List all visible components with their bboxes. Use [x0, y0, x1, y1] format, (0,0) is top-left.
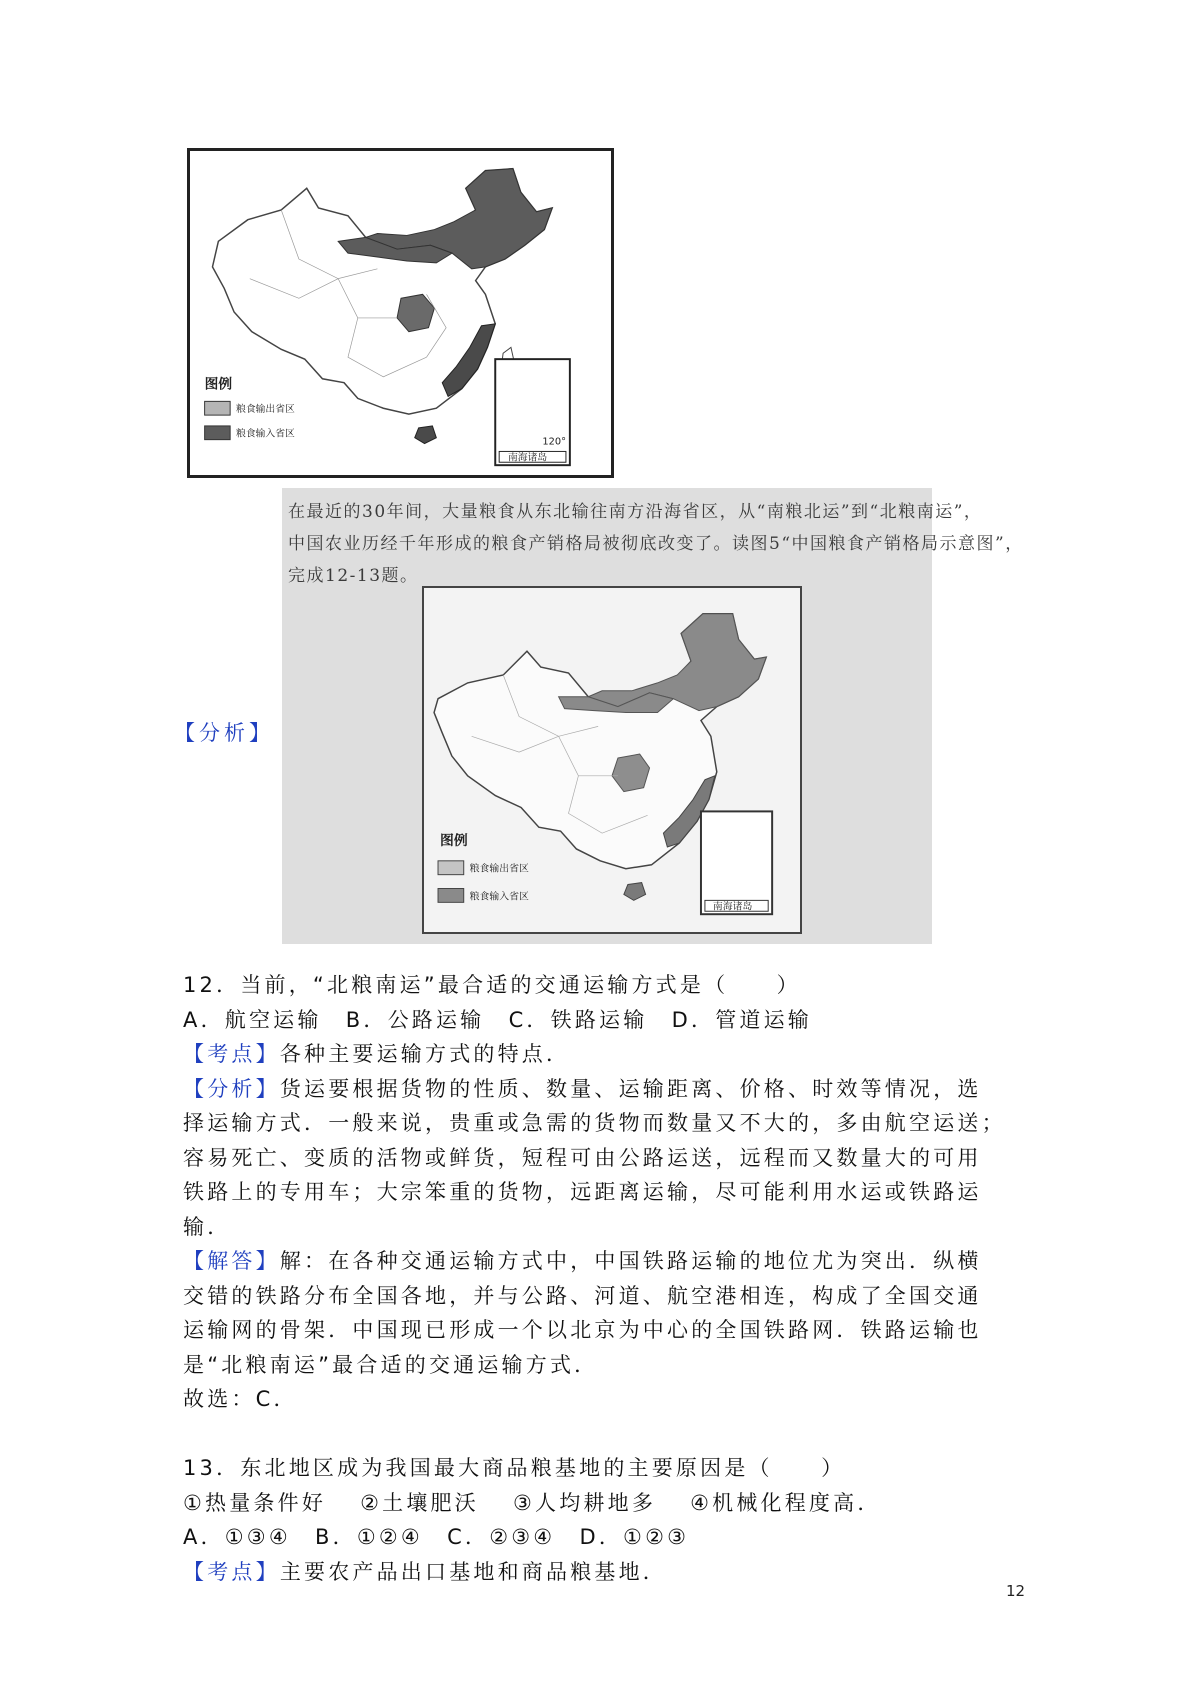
china-grain-map — [190, 151, 611, 475]
jieda-line: 运输网的骨架．中国现已形成一个以北京为中心的全国铁路网．铁路运输也 — [183, 1318, 982, 1342]
q12-fenxi — [183, 1072, 1043, 1107]
q13-stem: 13．东北地区成为我国最大商品粮基地的主要原因是（ ） — [183, 1456, 846, 1480]
scanned-figure — [282, 488, 1024, 944]
legend-label-export: 粮食输出省区 — [236, 404, 295, 416]
caption-line: 完成12-13题。 — [288, 566, 419, 586]
caption-line: 中国农业历经千年形成的粮食产销格局被彻底改变了。读图5“中国粮食产销格局示意图”， — [288, 534, 1024, 554]
question-body — [183, 968, 1043, 1589]
jieda-line: 交错的铁路分布全国各地，并与公路、河道、航空港相连，构成了全国交通 — [183, 1283, 982, 1308]
import-region-hainan — [624, 883, 646, 901]
jieda-line: 是“北粮南运”最合适的交通运输方式． — [183, 1352, 599, 1377]
legend-label-import: 粮食输入省区 — [469, 891, 529, 903]
legend-swatch-export — [205, 401, 231, 415]
south-sea-inset — [495, 359, 570, 465]
import-region-hainan — [415, 426, 437, 444]
q12-jieda — [183, 1244, 1043, 1279]
china-grain-map-2 — [424, 588, 800, 932]
inset-label: 南海诸岛 — [508, 452, 548, 464]
legend-swatch-export — [438, 861, 464, 875]
export-region-northeast — [588, 614, 766, 711]
kaodian-text: 各种主要运输方式的特点． — [279, 1042, 571, 1066]
q13-choices: ①热量条件好 ②土壤肥沃 ③人均耕地多 ④机械化程度高． — [183, 1490, 882, 1515]
analysis-label: 【分析】 — [174, 721, 274, 745]
legend-label-export: 粮食输出省区 — [469, 863, 529, 875]
fenxi-line: 输． — [183, 1214, 232, 1239]
inset-longitude: 120° — [542, 436, 566, 448]
south-sea-inset — [701, 811, 772, 914]
q12-stem: 12．当前，“北粮南运”最合适的交通运输方式是（ ） — [183, 973, 801, 997]
fenxi-line: 择运输方式．一般来说，贵重或急需的货物而数量又不大的，多由航空运送； — [183, 1111, 1006, 1135]
legend-title: 图例 — [440, 833, 468, 850]
grain-map-scanned — [422, 586, 802, 934]
fenxi-tag: 【分析】 — [183, 1076, 280, 1101]
jieda-tag: 【解答】 — [183, 1249, 280, 1273]
fenxi-line: 容易死亡、变质的活物或鲜货，短程可由公路运送，远程而又数量大的可用 — [183, 1145, 982, 1170]
q12-answer: 故选：C． — [183, 1387, 298, 1411]
kaodian-tag: 【考点】 — [183, 1559, 280, 1584]
kaodian-text: 主要农产品出口基地和商品粮基地． — [279, 1559, 668, 1584]
fenxi-text: 货运要根据货物的性质、数量、运输距离、价格、时效等情况，选 — [279, 1076, 982, 1101]
q12-options: A．航空运输 B．公路运输 C．铁路运输 D．管道运输 — [183, 1007, 813, 1032]
legend-swatch-import — [205, 426, 231, 440]
legend-label-import: 粮食输入省区 — [236, 428, 295, 440]
inset-label: 南海诸岛 — [712, 901, 753, 913]
caption-line: 在最近的30年间，大量粮食从东北输往南方沿海省区，从“南粮北运”到“北粮南运”， — [288, 502, 983, 522]
scanned-caption — [288, 496, 1024, 592]
legend-swatch-import — [438, 889, 464, 903]
q13-kaodian — [183, 1555, 1043, 1590]
kaodian-tag: 【考点】 — [183, 1042, 280, 1066]
q13-options: A．①③④ B．①②④ C．②③④ D．①②③ — [183, 1525, 690, 1549]
q12-kaodian — [183, 1037, 1043, 1072]
fenxi-line: 铁路上的专用车；大宗笨重的货物，远距离运输，尽可能利用水运或铁路运 — [183, 1180, 982, 1204]
legend-title: 图例 — [204, 376, 233, 393]
jieda-text: 解：在各种交通运输方式中，中国铁路运输的地位尤为突出．纵横 — [279, 1249, 982, 1273]
page-number: 12 — [1006, 1582, 1026, 1600]
grain-map-figure — [187, 148, 614, 478]
